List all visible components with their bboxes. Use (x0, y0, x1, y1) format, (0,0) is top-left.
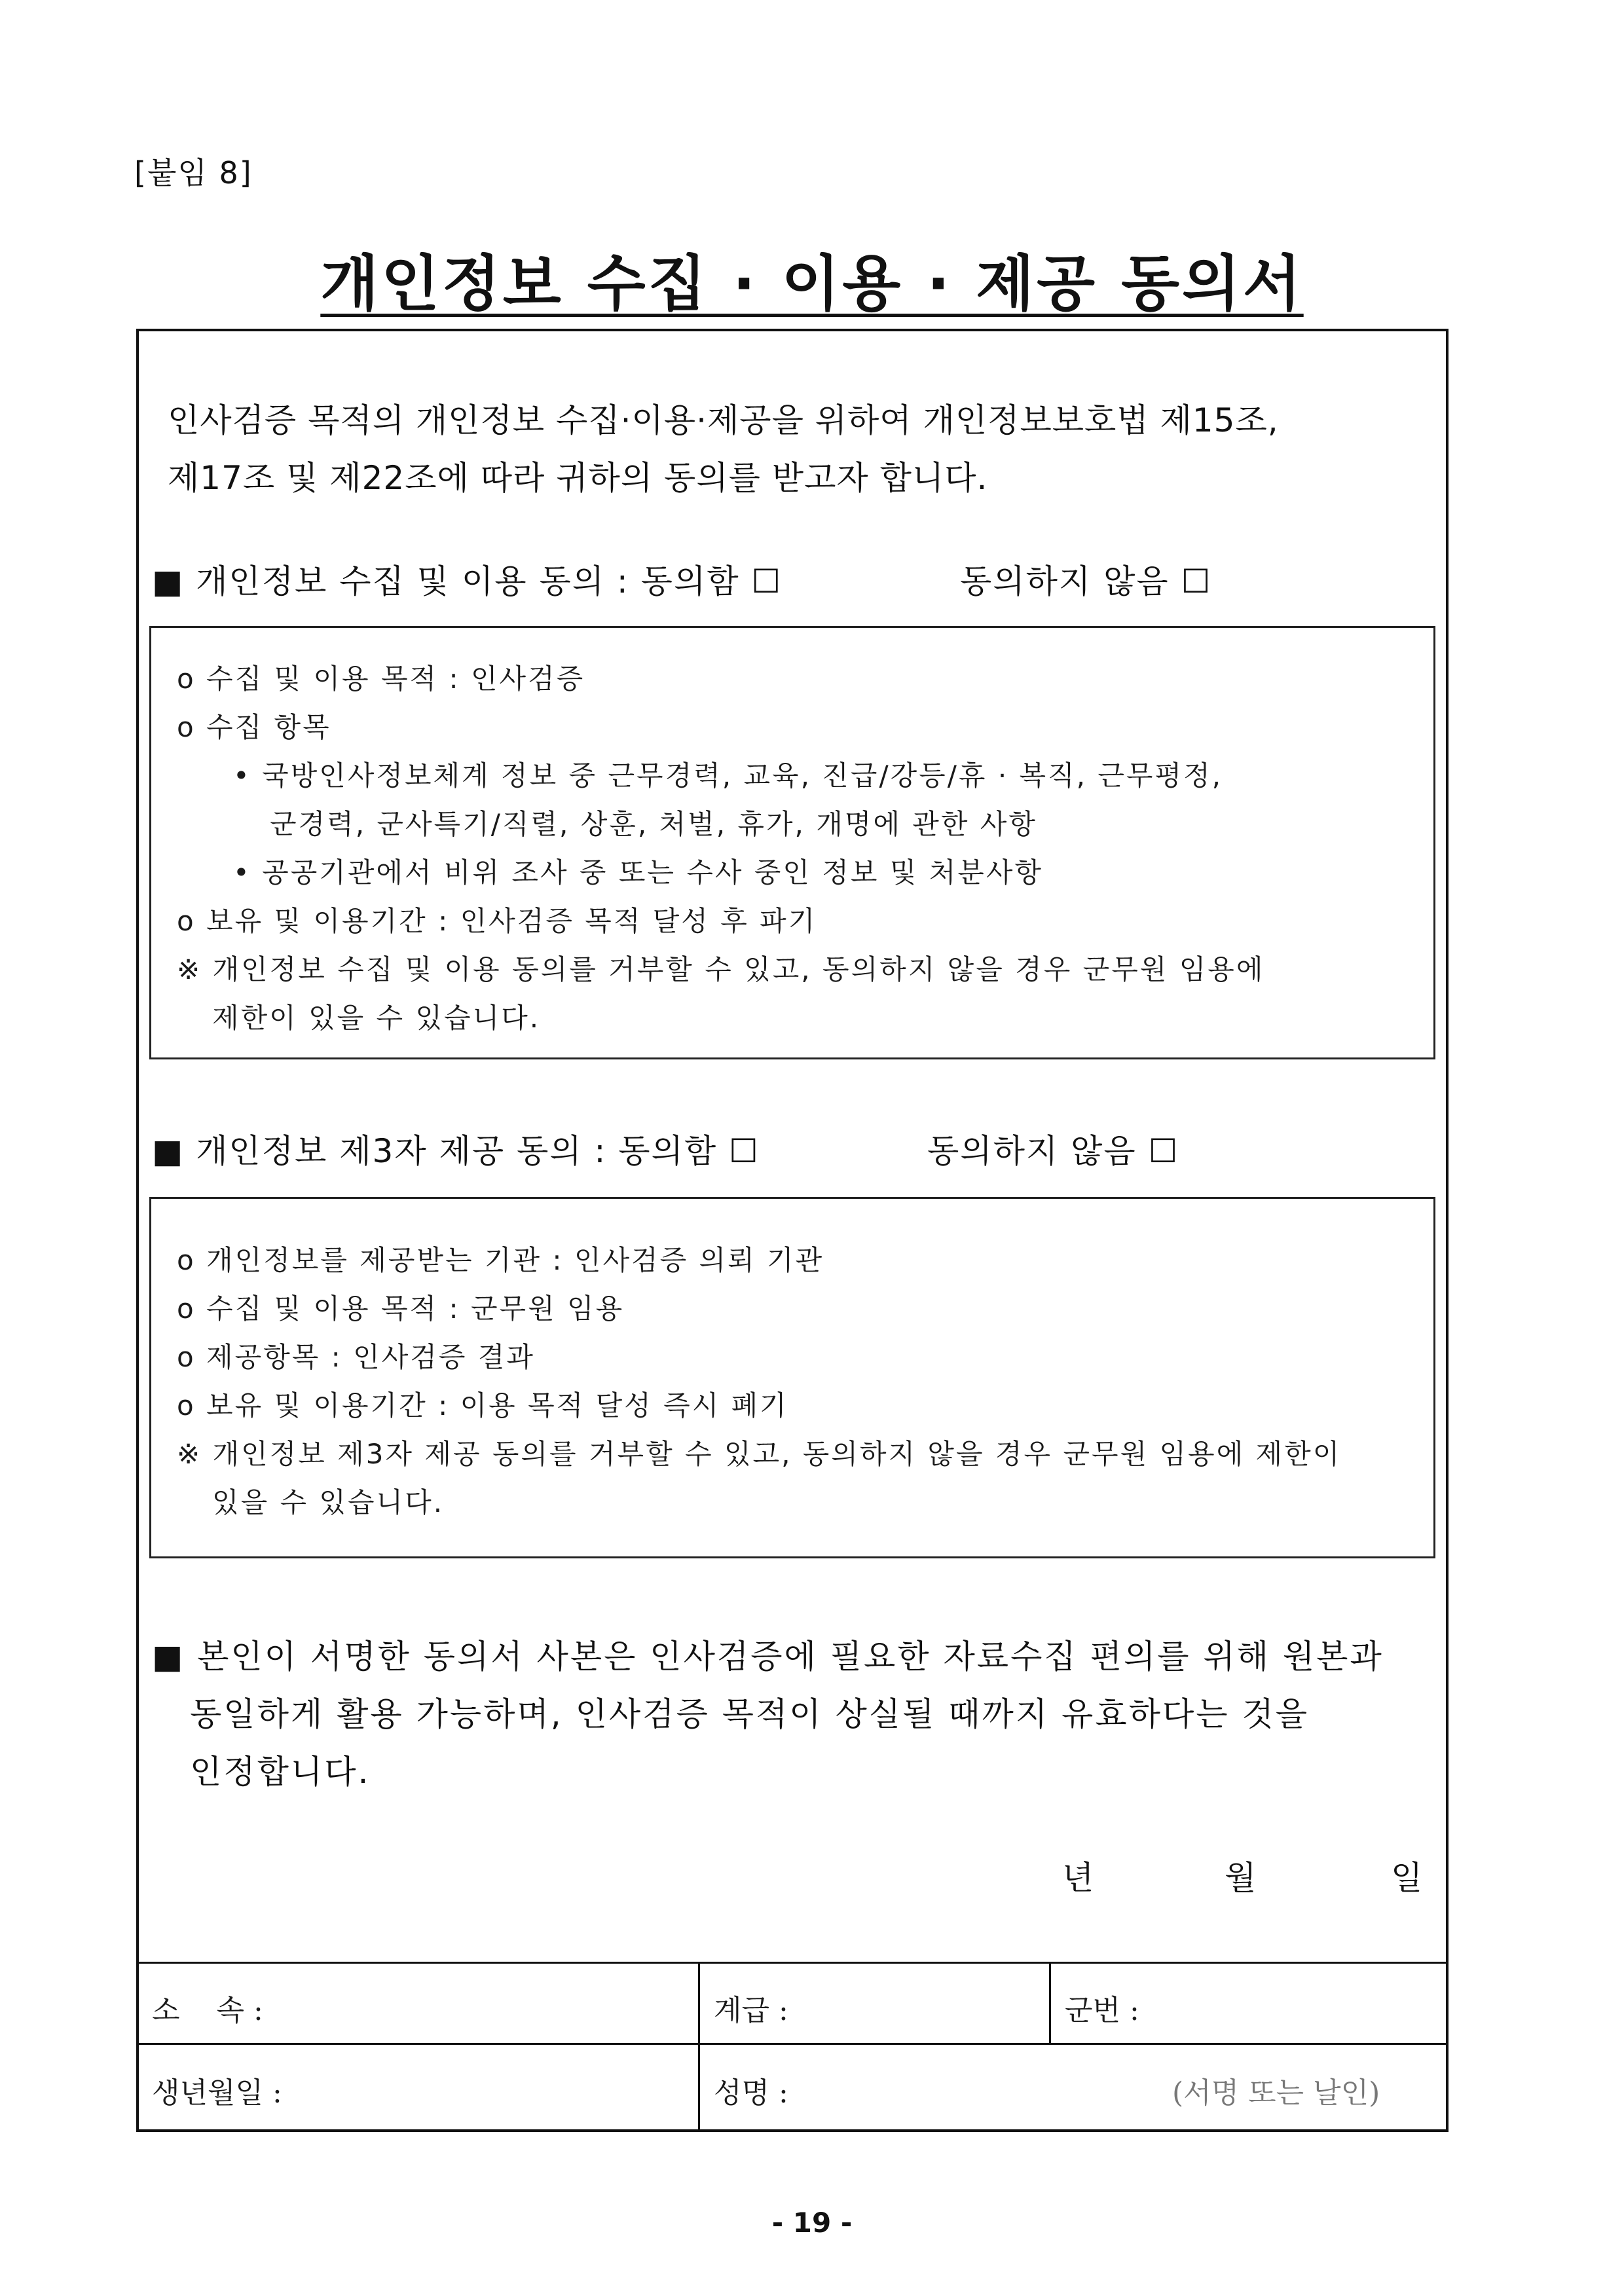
section3-line-3: 인정합니다. (190, 1753, 371, 1791)
section2-detail-line: 있을 수 있습니다. (212, 1486, 445, 1518)
section2-detail-line: o 개인정보를 제공받는 기관 : 인사검증 의뢰 기관 (177, 1244, 824, 1276)
section1-detail-line: o 수집 및 이용 목적 : 인사검증 (177, 663, 585, 695)
affiliation-label: 소 속 : (152, 1994, 263, 2027)
name-label: 성명 : (714, 2076, 788, 2110)
date-year: 년 (1062, 1859, 1094, 1897)
section2-disagree: 동의하지 않음 ☐ (927, 1132, 1179, 1170)
section1-disagree: 동의하지 않음 ☐ (960, 562, 1212, 600)
section1-detail-line: o 수집 항목 (177, 711, 331, 743)
section1-heading: ■ 개인정보 수집 및 이용 동의 : 동의함 ☐ (152, 562, 783, 600)
table-divider (698, 1962, 700, 2129)
section2-detail-line: ※ 개인정보 제3자 제공 동의를 거부할 수 있고, 동의하지 않을 경우 군무원 임용에 제한이 (177, 1438, 1342, 1470)
section2-detail-line: o 보유 및 이용기간 : 이용 목적 달성 즉시 폐기 (177, 1389, 788, 1422)
section1-detail-line: ※ 개인정보 수집 및 이용 동의를 거부할 수 있고, 동의하지 않을 경우 군무원 임용에 (177, 953, 1265, 985)
section1-detail-line: • 공공기관에서 비위 조사 중 또는 수사 중인 정보 및 처분사항 (233, 856, 1044, 889)
section1-detail-line: 제한이 있을 수 있습니다. (212, 1002, 541, 1034)
section3-line-2: 동일하게 활용 가능하며, 인사검증 목적이 상실될 때까지 유효하다는 것을 (190, 1695, 1310, 1733)
section1-detail-line: • 국방인사정보체계 정보 중 근무경력, 교육, 진급/강등/휴 · 복직, 근무평정, (233, 760, 1223, 792)
section2-heading: ■ 개인정보 제3자 제공 동의 : 동의함 ☐ (152, 1132, 760, 1170)
signature-hint: (서명 또는 날인) (1172, 2076, 1380, 2110)
service-number-label: 군번 : (1065, 1994, 1139, 2027)
attachment-label: [붙임 8] (134, 155, 253, 191)
rank-label: 계급 : (714, 1994, 788, 2027)
section1-detail-line: o 보유 및 이용기간 : 인사검증 목적 달성 후 파기 (177, 905, 817, 937)
birth-date-label: 생년월일 : (152, 2076, 282, 2110)
date-month: 월 (1225, 1859, 1257, 1897)
section3-line-1: ■ 본인이 서명한 동의서 사본은 인사검증에 필요한 자료수집 편의를 위해 원본과 (152, 1638, 1384, 1676)
table-divider (136, 2043, 1449, 2045)
page-number: - 19 - (771, 2207, 853, 2239)
section2-detail-line: o 수집 및 이용 목적 : 군무원 임용 (177, 1293, 625, 1325)
table-divider (1049, 1962, 1051, 2044)
section2-detail-line: o 제공항목 : 인사검증 결과 (177, 1341, 535, 1373)
page-title: 개인정보 수집 · 이용 · 제공 동의서 (320, 249, 1304, 319)
section1-detail-line: 군경력, 군사특기/직렬, 상훈, 처벌, 휴가, 개명에 관한 사항 (270, 808, 1037, 840)
intro-line-1: 인사검증 목적의 개인정보 수집·이용·제공을 위하여 개인정보보호법 제15조, (168, 401, 1279, 439)
date-day: 일 (1391, 1859, 1423, 1897)
intro-line-2: 제17조 및 제22조에 따라 귀하의 동의를 받고자 합니다. (168, 459, 988, 497)
